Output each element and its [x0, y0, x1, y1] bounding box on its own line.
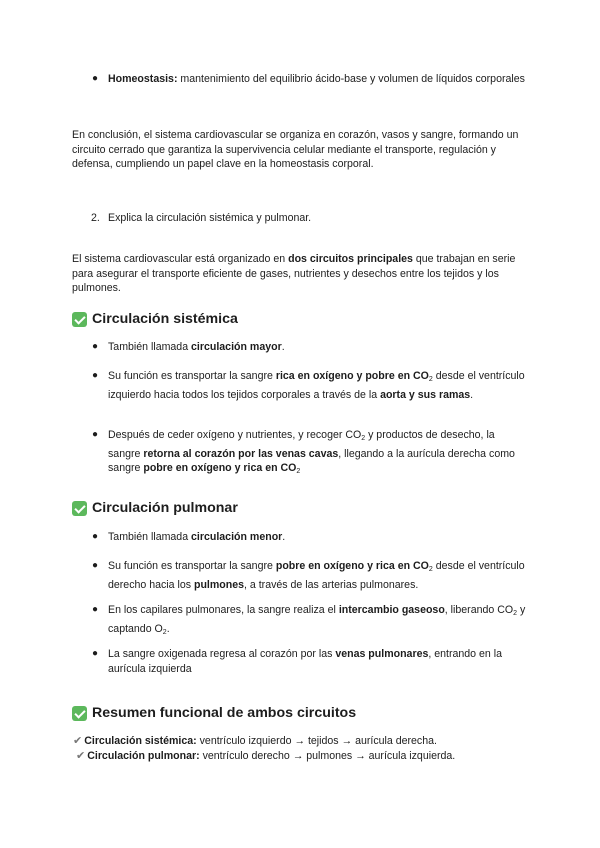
checkmark-icon: ✔ [73, 735, 83, 747]
bullet-icon: ● [92, 560, 99, 571]
check-icon [72, 501, 87, 516]
heading-resumen [72, 704, 356, 722]
text-run: , llegando a la aurícula derecha como sangre [108, 447, 515, 475]
emphasis: aorta y sus ramas [380, 388, 471, 401]
bullet-icon: ● [92, 648, 99, 659]
emphasis: pobre en oxígeno y rica en CO [143, 462, 297, 475]
text-run: El sistema cardiovascular está organizado en [72, 253, 289, 265]
list-item [108, 603, 528, 640]
text-run: . [282, 531, 286, 543]
text-run: ventrículo izquierdo → tejidos → aurícula derecha. [196, 735, 437, 747]
subscript: 2 [428, 376, 433, 383]
subscript: 2 [428, 566, 433, 573]
text-run: y productos de desecho, la sangre [108, 429, 495, 460]
intro-paragraph [72, 252, 532, 296]
text-run: que trabajan en serie para asegurar el transporte eficiente de gases, nutrientes y desechos entre los tejidos y los pulmones. [72, 253, 516, 295]
subscript: 2 [296, 468, 301, 476]
text-run: , liberando CO [444, 604, 514, 616]
text-run: , a través de las arterias pulmonares. [244, 578, 419, 591]
emphasis: rica en oxígeno y pobre en CO [275, 370, 429, 382]
heading-text: Circulación sistémica [92, 311, 238, 327]
text-run: . [470, 388, 474, 401]
text-run: desde el ventrículo derecho hacia los [108, 560, 525, 591]
text-run: Su función es transportar la sangre [108, 370, 276, 382]
heading-pulmonar [72, 499, 238, 517]
bullet-icon: ● [92, 604, 99, 615]
emphasis: retorna al corazón por las venas cavas [143, 447, 339, 460]
subscript: 2 [162, 628, 167, 636]
emphasis: intercambio gaseoso [338, 604, 445, 616]
question-text: Explica la circulación sistémica y pulmonar. [108, 212, 312, 224]
bullet-icon: ● [92, 531, 99, 542]
check-icon [72, 312, 87, 327]
text-run: desde el ventrículo izquierdo hacia todos los tejidos corporales a través de la [108, 370, 525, 401]
emphasis: venas pulmonares [335, 648, 429, 660]
list-item [108, 530, 528, 545]
bullet-icon: ● [92, 370, 99, 381]
summary-line-pulmonar [76, 749, 455, 764]
conclusion-paragraph: En conclusión, el sistema cardiovascular se organiza en corazón, vasos y sangre, formando un circuito cerrado que garantiza la supervivencia celular mediante el transporte, regulación y defensa, cumpliendo un papel clave en la homeostasis corporal. [72, 129, 519, 171]
emphasis: pobre en oxígeno y rica en CO [275, 560, 429, 572]
term: Homeostasis: [108, 73, 178, 85]
question-number: 2. [91, 212, 100, 224]
list-item [108, 647, 528, 676]
subscript: 2 [361, 435, 366, 442]
term: Circulación sistémica: [84, 735, 197, 747]
text-run: y captando O [108, 604, 526, 635]
summary-line-sistemica [73, 734, 437, 749]
emphasis: circulación menor [191, 531, 283, 543]
text-run: Después de ceder oxígeno y nutrientes, y recoger CO [108, 429, 362, 441]
bullet-icon: ● [92, 73, 99, 84]
list-item-homeostasis [108, 72, 528, 87]
heading-text: Circulación pulmonar [92, 500, 238, 516]
emphasis: dos circuitos principales [288, 253, 413, 265]
text-run: En los capilares pulmonares, la sangre realiza el [108, 604, 339, 616]
emphasis: circulación mayor [191, 341, 282, 353]
bullet-icon: ● [92, 429, 99, 440]
heading-text: Resumen funcional de ambos circuitos [92, 705, 357, 721]
check-icon [72, 706, 87, 721]
checkmark-icon: ✔ [76, 750, 86, 762]
emphasis: pulmones [193, 578, 245, 591]
list-item [108, 428, 528, 480]
term: Circulación pulmonar: [87, 750, 200, 762]
text-run: También llamada [108, 531, 192, 543]
list-item [108, 559, 528, 592]
text-run: También llamada [108, 341, 192, 353]
list-item [108, 340, 528, 355]
bullet-icon: ● [92, 341, 99, 352]
text-run: . [166, 622, 170, 635]
text-run: ventrículo derecho → pulmones → aurícula izquierda. [199, 750, 456, 762]
item-text: mantenimiento del equilibrio ácido-base y volumen de líquidos corporales [177, 73, 525, 85]
text-run: La sangre oxigenada regresa al corazón por las [108, 648, 336, 660]
text-run: . [281, 341, 285, 353]
list-item [108, 369, 528, 402]
text-run: Su función es transportar la sangre [108, 560, 276, 572]
text-run: , entrando en la aurícula izquierda [108, 648, 502, 675]
heading-sistemica [72, 310, 238, 328]
subscript: 2 [513, 610, 518, 617]
